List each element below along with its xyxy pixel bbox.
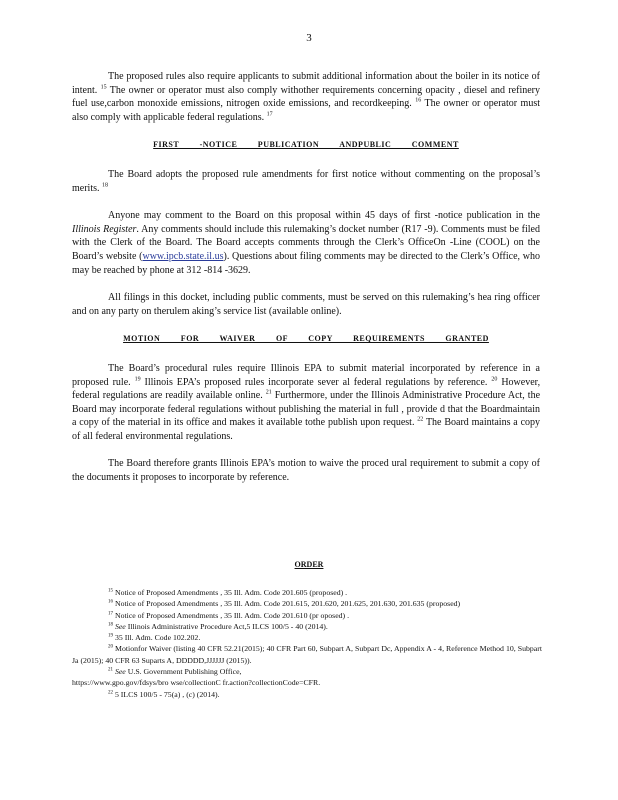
paragraph-grants-motion: The Board therefore grants Illinois EPA’s motion to waive the proced ural requirement to submit a copy of the documents it proposes to incorporate by reference. <box>72 458 540 484</box>
footnote <box>72 689 542 700</box>
footnote-text: Motionfor Waiver (listing 40 CFR 52.21(2015); 40 CFR Part 60, Subpart A, Subpart Dc, Appendix A - 4, Reference Method 10, Subpart Ja (2015); 40 CFR 63 Suparts A, DDDDD,JJJJJJ (2015)). <box>72 644 542 665</box>
footnote <box>72 587 542 598</box>
footnote-number: 16 <box>108 599 113 605</box>
footnotes <box>72 587 542 700</box>
footnote-number: 22 <box>108 690 113 696</box>
footnote-ref[interactable]: 20 <box>491 376 498 383</box>
footnote-number: 21 <box>108 667 113 673</box>
paragraph-procedural-rules <box>72 362 540 444</box>
footnote-number: 18 <box>108 622 113 628</box>
paragraph-comment <box>72 209 540 277</box>
text-segment: The proposed rules also require applicants to submit additional information about the boiler in its notice of intent. <box>72 71 540 96</box>
text-segment: Illinois EPA’s proposed rules incorporate sever al federal regulations by reference. <box>144 376 488 388</box>
publication-title: Illinois Register <box>72 223 137 235</box>
footnote-ref[interactable]: 15 <box>100 84 107 91</box>
text-segment: The Board’s procedural rules require Illinois EPA to submit material incorporated by reference in a proposed rule. <box>72 362 540 388</box>
footnote-number: 19 <box>108 633 113 639</box>
footnote-text: Illinois Administrative Procedure Act,5 ILCS 100/5 - 40 (2014). <box>127 621 328 631</box>
footnote <box>72 632 542 643</box>
text-segment: The owner or operator must also comply with applicable federal regulations. <box>72 98 540 123</box>
footnote-ref[interactable]: 19 <box>134 376 141 383</box>
footnote <box>72 621 542 632</box>
website-link[interactable]: www.ipcb.state.il.us <box>142 250 224 262</box>
text-segment: Anyone may comment to the Board on this proposal within 45 days of first -notice publication in the <box>108 210 540 222</box>
paragraph-adopts <box>72 168 540 195</box>
footnote-signal: See <box>114 667 126 677</box>
footnote-text: Notice of Proposed Amendments , 35 Ill. Adm. Code 201.605 (proposed) . <box>114 588 348 597</box>
order-heading: ORDER <box>294 560 324 569</box>
page-number: 3 <box>306 32 312 44</box>
body-text <box>72 70 540 499</box>
text-segment: . Any comments should include this rulemaking’s docket number (R17 -9). Comments must be filed with the Clerk of the Board. The Board accepts comments through the Clerk’s OfficeOn -Line (COOL) on the Board’s website ( <box>72 223 540 262</box>
text-segment: The owner or operator must also comply withother requirements concerning opacity , diesel and refinery fuel use,carbon monoxide emissions, nitrogen oxide emissions, and recordkeeping. <box>72 84 540 110</box>
footnote <box>72 643 542 666</box>
footnote <box>72 610 542 621</box>
paragraph-notice-of-intent <box>72 70 540 124</box>
paragraph-filings: All filings in this docket, including public comments, must be served on this rulemaking’s hea ring officer and on any party on therulem aking’s service list (available online). <box>72 292 540 317</box>
footnote-number: 17 <box>108 611 113 616</box>
footnote-ref[interactable]: 17 <box>266 111 273 118</box>
footnote-ref[interactable]: 21 <box>265 389 272 396</box>
footnote <box>72 666 542 689</box>
text-segment: The Board maintains a copy of all federal environmental regulations. <box>72 417 541 442</box>
text-segment: Furthermore, under the Illinois Administrative Procedure Act, the Board may incorporate federal regulations without publishing the material in full , provide d that the Boardmaintain a copy of the material in its office and makes it available tothe publish upon request. <box>72 390 541 429</box>
footnote-text: 5 ILCS 100/5 - 75(a) , (c) (2014). <box>114 689 220 699</box>
footnote-text: 35 Ill. Adm. Code 102.202. <box>114 633 201 643</box>
footnote-number: 20 <box>108 644 113 650</box>
section-heading-first-notice: FIRST -NOTICE PUBLICATION ANDPUBLIC COMMENT <box>153 140 459 150</box>
section-heading-motion-waiver: MOTION FOR WAIVER OF COPY REQUIREMENTS GRANTED <box>123 334 489 344</box>
footnote-ref[interactable]: 22 <box>417 416 424 423</box>
footnote <box>72 598 542 609</box>
footnote-ref[interactable]: 16 <box>415 97 422 104</box>
footnote-text: Notice of Proposed Amendments , 35 Ill. Adm. Code 201.615, 201.620, 201.625, 201.630, 201.635 (proposed) <box>114 599 461 609</box>
footnote-url[interactable]: https://www.gpo.gov/fdsys/bro wse/collectionC fr.action?collectionCode=CFR. <box>72 678 321 688</box>
footnote-number: 15 <box>108 588 113 594</box>
text-segment: The Board adopts the proposed rule amendments for first notice without commenting on the proposal’s merits. <box>72 168 540 194</box>
footnote-text: Notice of Proposed Amendments , 35 Ill. Adm. Code 201.610 (pr oposed) . <box>114 610 350 620</box>
text-segment: ). Questions about filing comments may be directed to the Clerk’s Office, who may be reached by phone at 312 -814 -3629. <box>72 250 540 276</box>
footnote-text: U.S. Government Publishing Office, <box>127 667 242 677</box>
footnote-signal: See <box>114 621 126 631</box>
footnote-ref[interactable]: 18 <box>102 182 108 189</box>
text-segment: However, federal regulations are readily available online. <box>72 376 541 402</box>
